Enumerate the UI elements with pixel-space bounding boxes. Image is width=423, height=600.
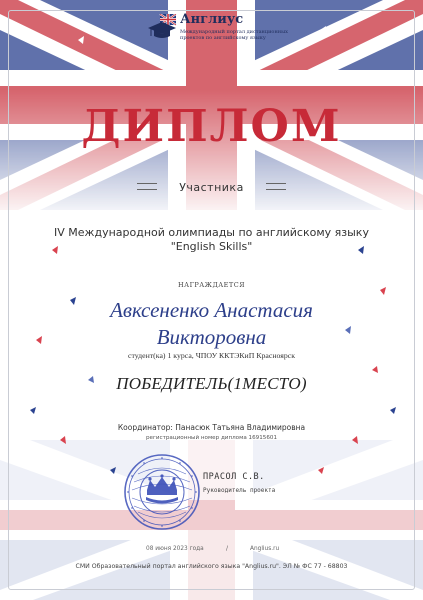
official-stamp-icon [122, 452, 202, 532]
registration-number: регистрационный номер диплома 16915601 [145, 435, 277, 441]
place-result: ПОБЕДИТЕЛЬ(1МЕСТО) [116, 374, 307, 393]
footer-separator: / [226, 545, 229, 552]
signer-role: Руководитель проекта [203, 487, 276, 494]
media-registration: СМИ Образовательный портал английского языка "Anglius.ru". ЭЛ № ФС 77 - 68803 [75, 563, 348, 570]
recipient-name-line-2: Викторовна [156, 325, 267, 349]
recipient-name [0, 297, 423, 351]
awarded-label: НАГРАЖДАЕТСЯ [177, 281, 245, 289]
student-info: студент(ка) 1 курса, ЧПОУ ККТЭКиП Красноярск [128, 351, 295, 360]
right-double-dash [266, 183, 286, 190]
olympiad-name [0, 226, 423, 254]
logo-tagline: Международный портал дистанционных проектов по английскому языку [180, 29, 288, 41]
signer-name: ПРАСОЛ С.В. [203, 472, 265, 482]
subtitle-row [0, 176, 423, 194]
olympiad-line-1: IV Международной олимпиады по английскому языку [54, 226, 369, 239]
recipient-name-line-1: Авксененко Анастасия [110, 298, 313, 322]
coordinator: Координатор: Панасюк Татьяна Владимировна [117, 423, 306, 432]
olympiad-line-2: "English Skills" [170, 240, 253, 253]
issue-date: 08 июня 2023 года [146, 546, 204, 552]
logo-name: Англиус [180, 12, 244, 27]
participant-subtitle: Участника [179, 181, 244, 194]
diploma-title: ДИПЛОМ [81, 101, 342, 152]
anglius-logo [148, 12, 288, 48]
site-link[interactable]: Anglius.ru [250, 546, 280, 552]
graduation-cap-flag-icon [148, 14, 178, 42]
left-double-dash [137, 183, 157, 190]
